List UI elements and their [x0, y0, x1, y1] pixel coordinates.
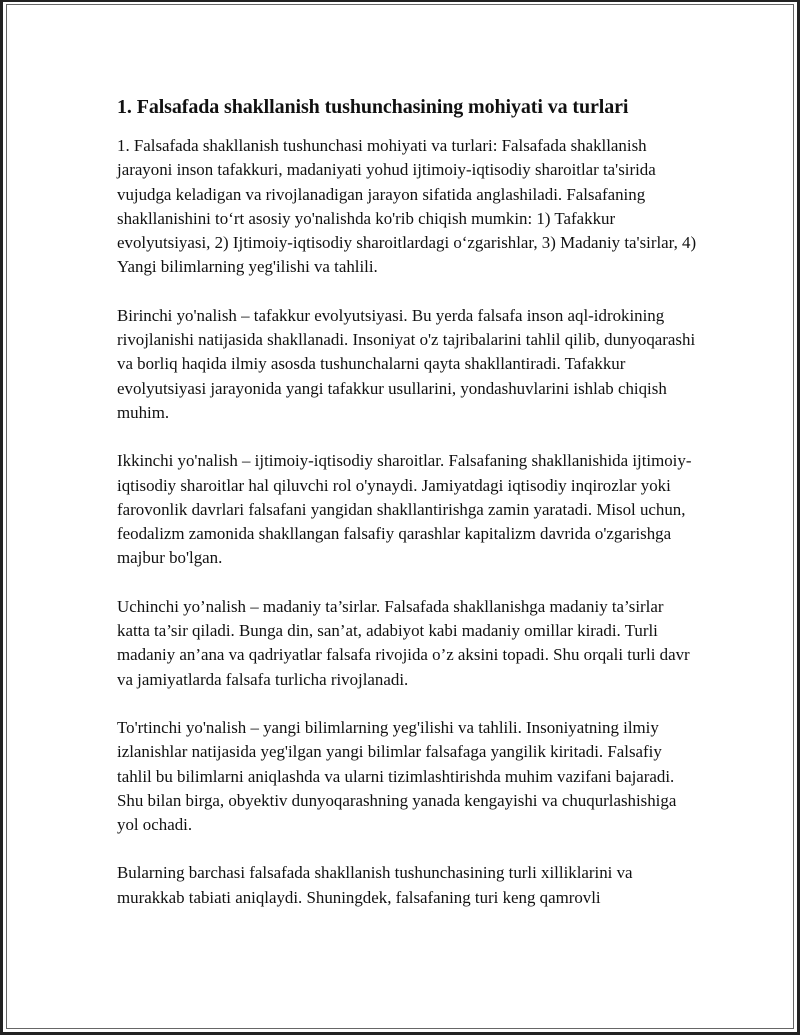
paragraph-conclusion: Bularning barchasi falsafada shakllanish tushunchasining turli xilliklarini va murakkab tabiati aniqlaydi. Shuningdek, falsafaning turi keng qamrovli — [117, 863, 633, 907]
paragraph-socio-economic: Ikkinchi yo'nalish – ijtimoiy-iqtisodiy sharoitlar. Falsafaning shakllanishida ijtimoiy-iqtisodiy sharoitlar hal qiluvchi rol o'ynaydi. Jamiyatdagi iqtisodiy inqirozlar yoki farovonlik davrlari falsafani yangidan shakllantirishga zamin yaratadi. Misol uchun, feodalizm zamonida shakllangan falsafiy qarashlar kapitalizm davrida o'zgarishga majbur bo'lgan. — [117, 451, 692, 568]
paragraph-new-knowledge: To'rtinchi yo'nalish – yangi bilimlarning yeg'ilishi va tahlili. Insoniyatning ilmiy izlanishlar natijasida yeg'ilgan yangi bilimlar falsafaga yangilik kiritadi. Falsafiy tahlil bu bilimlarni aniqlashda va ularni tizimlashtirishda muhim vazifani bajaradi. Shu bilan birga, obyektiv dunyoqarashning yanada kengayishi va chuqurlashishiga yol ochadi. — [117, 717, 677, 835]
document-body — [117, 93, 697, 910]
paragraph-cultural-influence: Uchinchi yo’nalish – madaniy ta’sirlar. Falsafada shakllanishga madaniy ta’sirlar katta ta’sir qiladi. Bunga din, san’at, adabiyot kabi madaniy omillar kiradi. Turli madaniy an’ana va qadriyatlar falsafa rivojida o’z aksini topadi. Shu orqali turli davr va jamiyatlarda falsafa turlicha rivojlanadi. — [117, 596, 690, 689]
paragraph-thought-evolution: Birinchi yo'nalish – tafakkur evolyutsiyasi. Bu yerda falsafa inson aql-idrokining rivojlanishi natijasida shakllanadi. Insoniyat o'z tajribalarini tahlil qilib, dunyoqarashi va borliq haqida ilmiy asosda tushunchalarni qayta shakllantiradi. Tafakkur evolyutsiyasi jarayonida yangi tafakkur usullarini, yondashuvlarini ishlab chiqish muhim. — [117, 305, 696, 422]
paragraph-intro: 1. Falsafada shakllanish tushunchasi mohiyati va turlari: Falsafada shakllanish jarayoni inson tafakkuri, madaniyati yohud ijtimoiy-iqtisodiy sharoitlar ta'sirida vujudga keladigan va rivojlanadigan jarayon sifatida anglashiladi. Falsafaning shakllanishini to‘rt asosiy yo'nalishda ko'rib chiqish mumkin: 1) Tafakkur evolyutsiyasi, 2) Ijtimoiy-iqtisodiy sharoitlardagi o‘zgarishlar, 3) Madaniy ta'sirlar, 4) Yangi bilimlarning yeg'ilishi va tahlili. — [117, 136, 697, 277]
document-title: 1. Falsafada shakllanish tushunchasining mohiyati va turlari — [117, 96, 629, 118]
